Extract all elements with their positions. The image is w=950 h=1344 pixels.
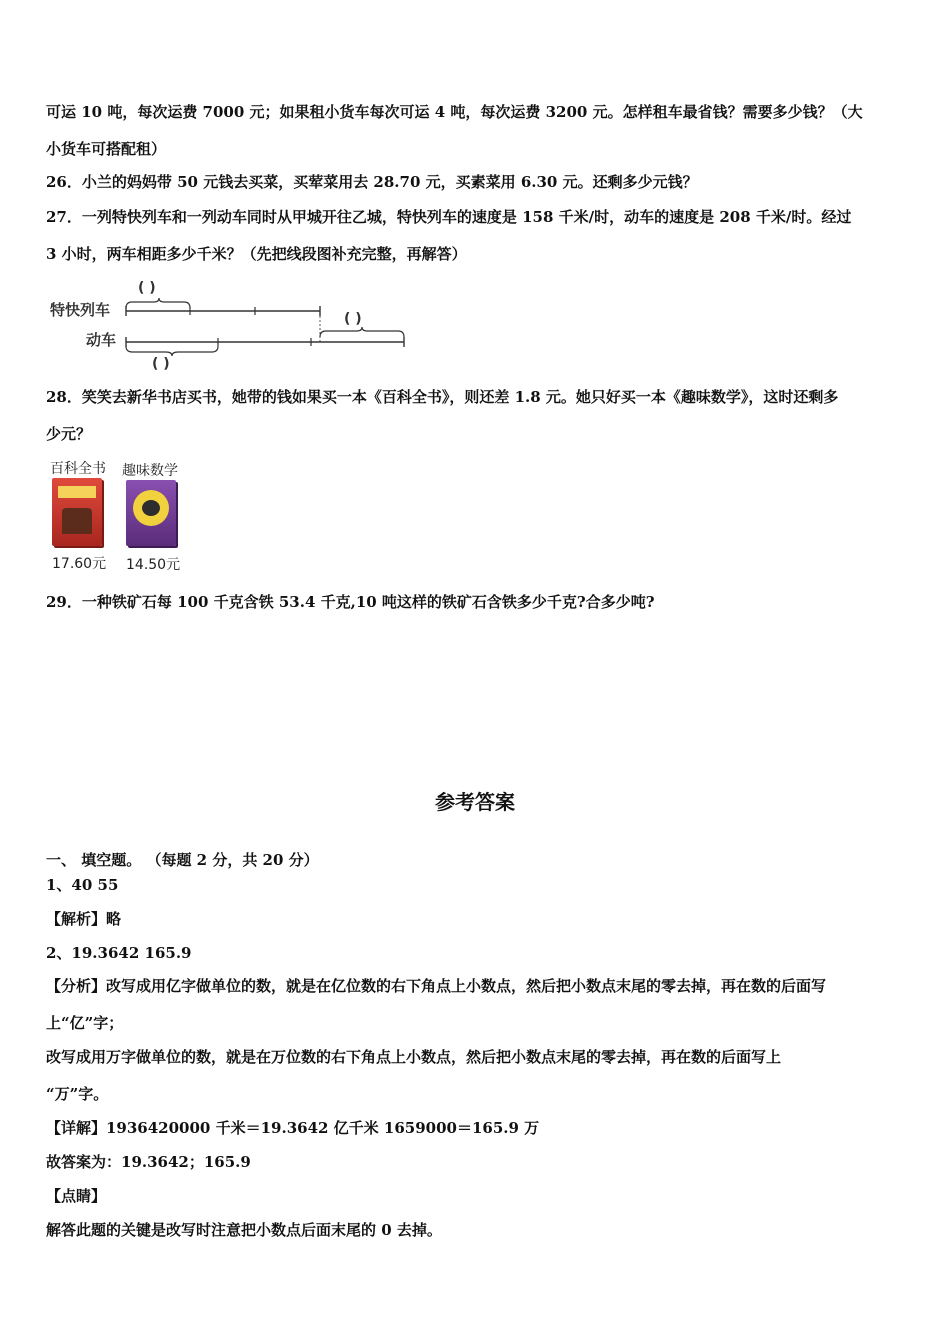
q28-line2: 少元？ — [46, 425, 92, 443]
book-fun-math-price: 14.50元 — [126, 557, 181, 573]
answer-2-detail: 【详解】1936420000 千米＝19.3642 亿千米 1659000＝165.9 万 — [46, 1119, 540, 1137]
q28-line1: 28．笑笑去新华书店买书，她带的钱如果买一本《百科全书》，则还差 1.8 元。她只好买一本《趣味数学》，这时还剩多 — [46, 388, 839, 406]
book-encyclopedia-title: 百科全书 — [50, 461, 106, 477]
q27-line2: 3 小时，两车相距多少千米？（先把线段图补充完整，再解答） — [46, 245, 467, 263]
top-brace — [126, 298, 190, 308]
book-fun-math-title: 趣味数学 — [122, 463, 178, 479]
book-fun-math-cover — [126, 480, 176, 546]
answer-2-analysis-3: 改写成用万字做单位的数，就是在万位数的右下角点上小数点，然后把小数点末尾的零去掉，再在数的后面写上 — [46, 1048, 782, 1066]
right-bracket-blank: ( ) — [344, 311, 362, 327]
q26-text: 26．小兰的妈妈带 50 元钱去买菜，买荤菜用去 28.70 元，买素菜用 6.30 元。还剩多少元钱？ — [46, 173, 698, 191]
answer-2-comment: 解答此题的关键是改写时注意把小数点后面末尾的 0 去掉。 — [46, 1221, 442, 1239]
top-bracket-blank: ( ) — [138, 280, 156, 296]
q27-line1: 27．一列特快列车和一列动车同时从甲城开往乙城，特快列车的速度是 158 千米/时，动车的速度是 208 千米/时。经过 — [46, 208, 852, 226]
answer-2-result: 故答案为：19.3642；165.9 — [46, 1153, 251, 1171]
answer-1-analysis: 【解析】略 — [46, 910, 122, 928]
book-encyclopedia-price: 17.60元 — [52, 556, 107, 572]
express-train-label: 特快列车 — [50, 301, 111, 319]
answer-2-analysis-1: 【分析】改写成用亿字做单位的数，就是在亿位数的右下角点上小数点，然后把小数点末尾的零去掉，再在数的后面写 — [46, 977, 827, 995]
q29-text: 29．一种铁矿石每 100 千克含铁 53.4 千克,10 吨这样的铁矿石含铁多少千克?合多少吨? — [46, 593, 655, 611]
book-encyclopedia-cover — [52, 478, 102, 546]
answers-title: 参考答案 — [435, 790, 515, 814]
bottom-bracket-blank: ( ) — [152, 356, 170, 372]
bottom-brace — [126, 346, 218, 356]
answer-2-comment-head: 【点睛】 — [46, 1187, 107, 1205]
segment-diagram — [46, 272, 426, 372]
answer-2-analysis-4: “万”字。 — [46, 1085, 109, 1103]
q25-line2: 小货车可搭配租） — [46, 140, 167, 158]
answer-2: 2、19.3642 165.9 — [46, 944, 192, 962]
right-brace — [320, 327, 404, 337]
answer-1: 1、40 55 — [46, 876, 119, 894]
bullet-train-label: 动车 — [86, 331, 117, 349]
answer-2-analysis-2: 上“亿”字； — [46, 1014, 124, 1032]
answers-section1: 一、 填空题。 （每题 2 分，共 20 分） — [46, 851, 319, 869]
q25-line1: 可运 10 吨，每次运费 7000 元；如果租小货车每次可运 4 吨，每次运费 3200 元。怎样租车最省钱？需要多少钱？（大 — [46, 103, 863, 121]
